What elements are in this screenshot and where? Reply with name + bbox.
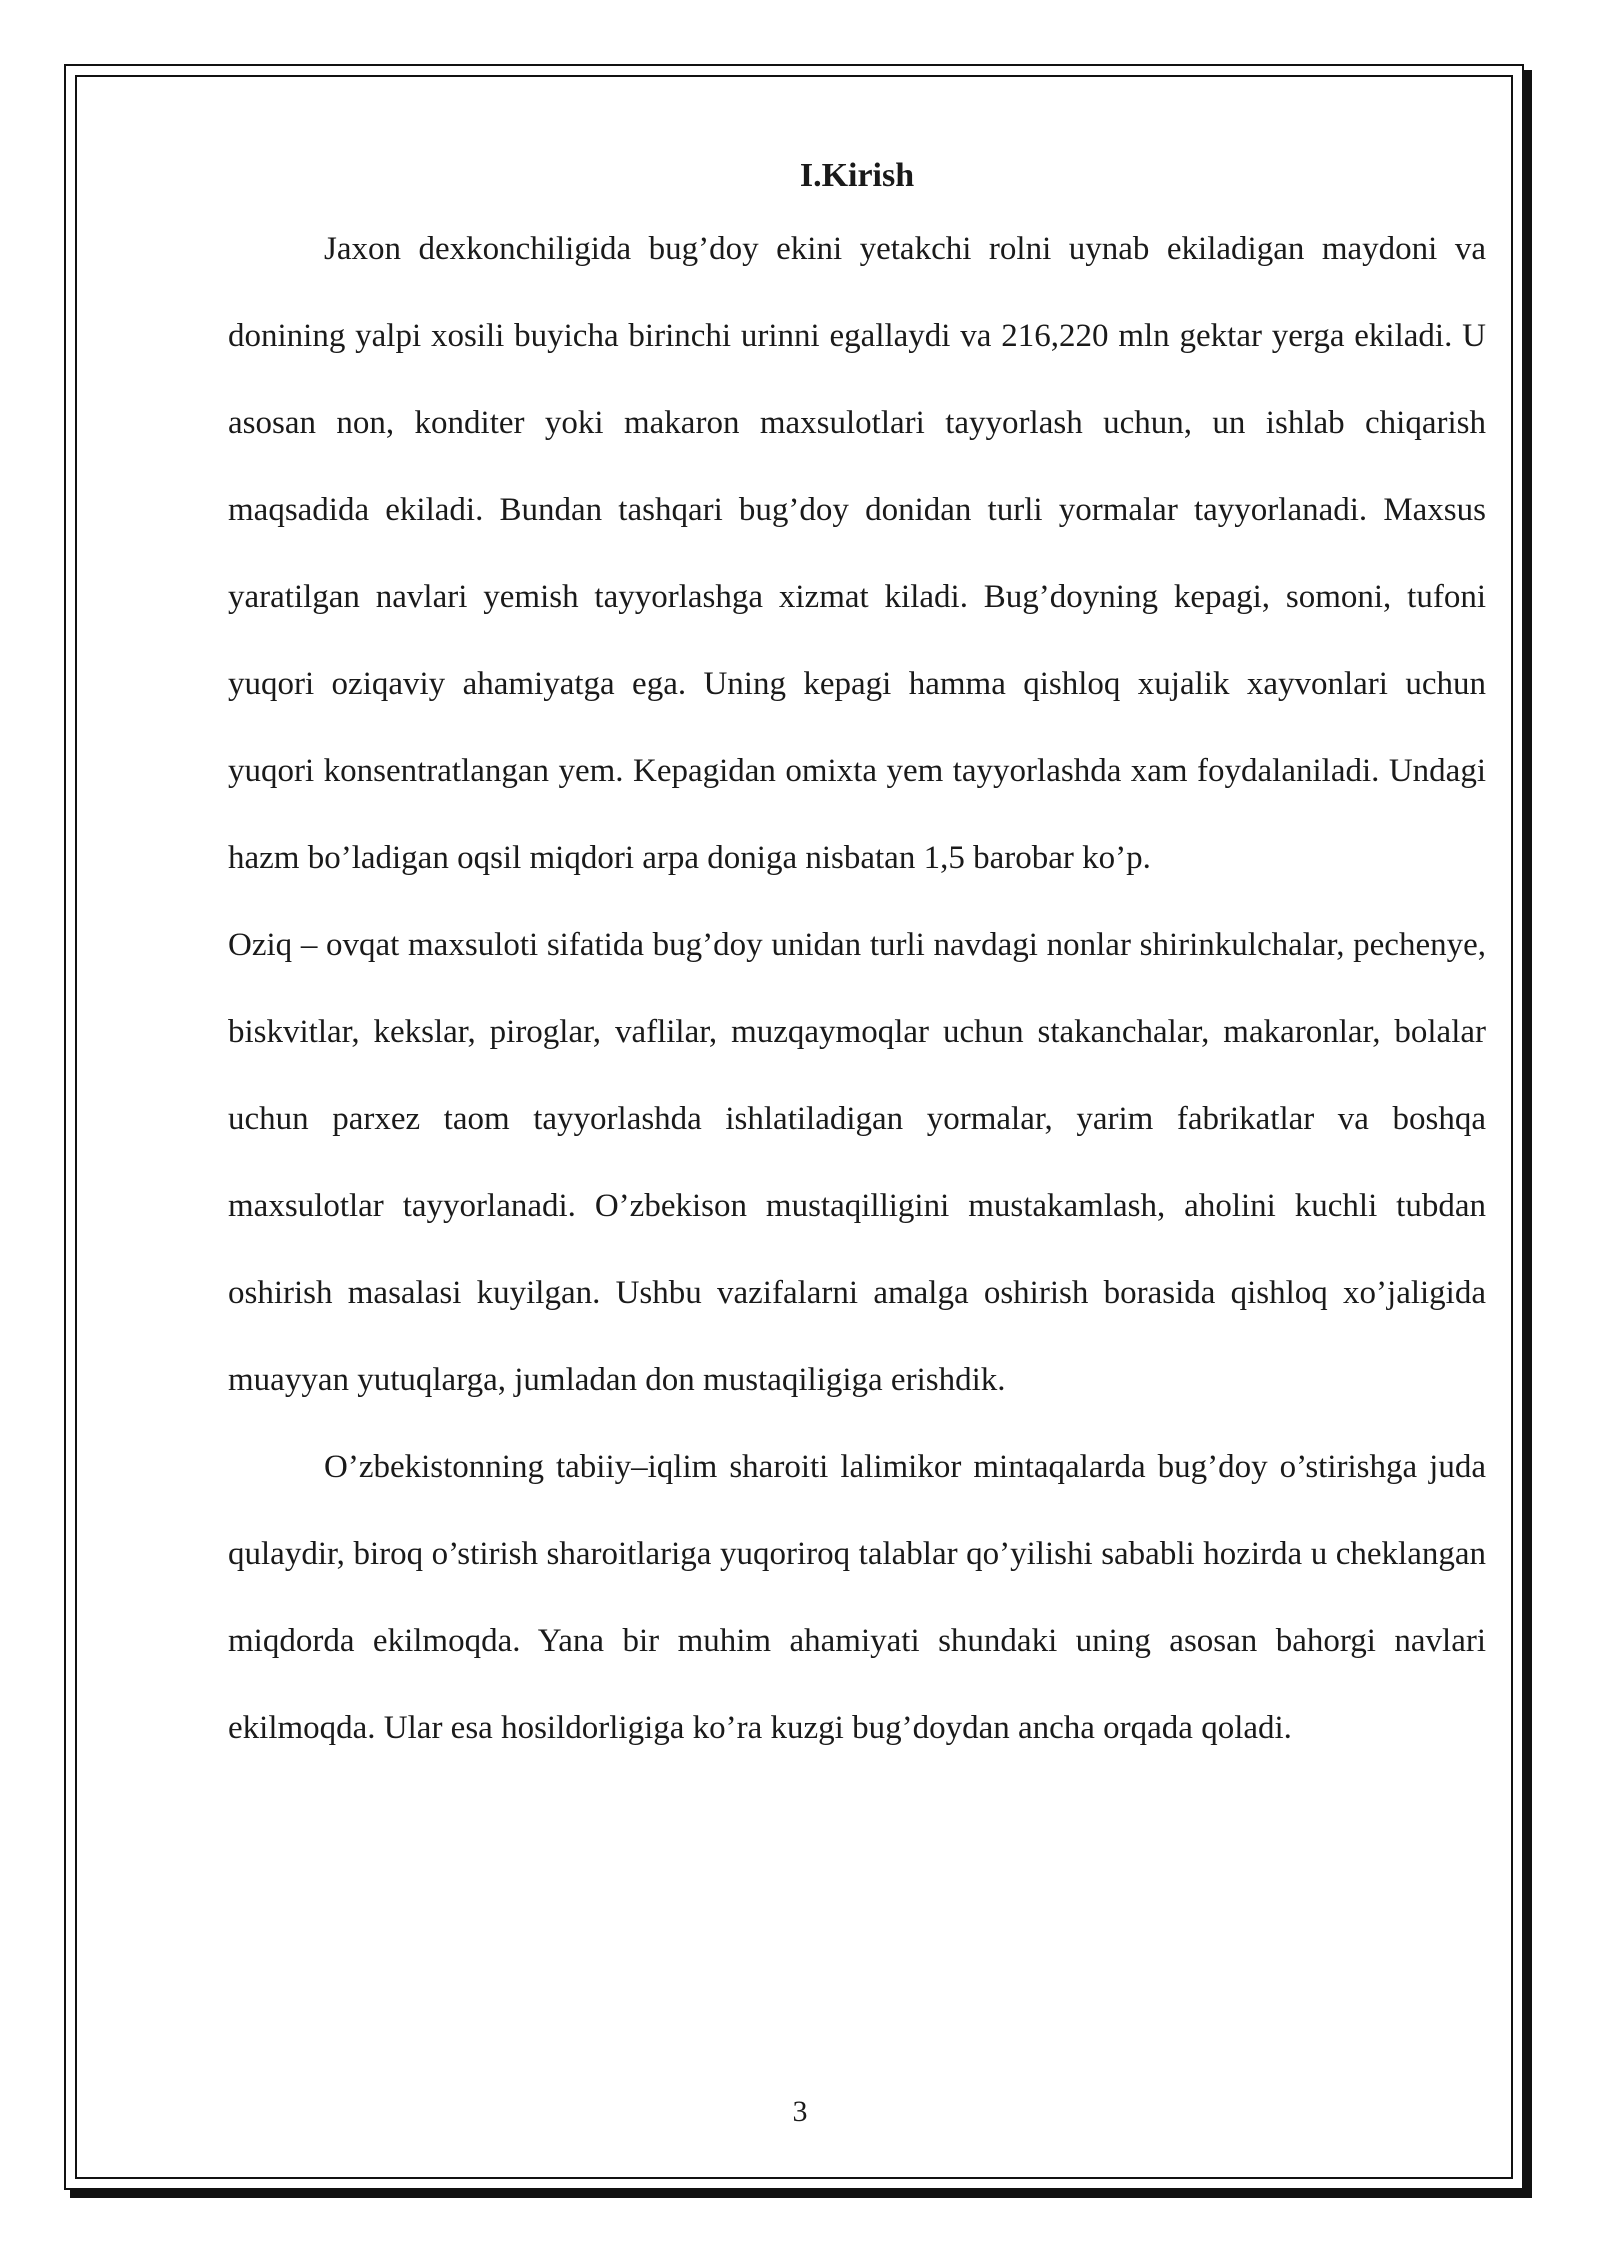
- page-number: 3: [792, 2095, 808, 2128]
- paragraph-food-products: Oziq – ovqat maxsuloti sifatida bug’doy unidan turli navdagi nonlar shirinkulchalar, pechenye, biskvitlar, kekslar, piroglar, vaflilar, muzqaymoqlar uchun stakanchalar, makaronlar, bolalar uchun parxez taom tayyorlashda ishlatiladigan yormalar, yarim fabrikatlar va boshqa maxsulotlar tayyorlanadi. O’zbekison mustaqilligini mustakamlash, aholini kuchli tubdan oshirish masalasi kuyilgan. Ushbu vazifalarni amalga oshirish borasida qishloq xo’jaligida muayyan yutuqlarga, jumladan don mustaqiligiga erishdik.: [228, 927, 1486, 1398]
- page-frame-shadow-right: [1524, 70, 1532, 2198]
- paragraph-climate: O’zbekistonning tabiiy–iqlim sharoiti lalimikor mintaqalarda bug’doy o’stirishga juda qulaydir, biroq o’stirish sharoitlariga yuqoriroq talablar qo’yilishi sababli hozirda u cheklangan miqdorda ekilmoqda. Yana bir muhim ahamiyati shundaki uning asosan bahorgi navlari ekilmoqda. Ular esa hosildorligiga ko’ra kuzgi bug’doydan ancha orqada qoladi.: [228, 1449, 1486, 1746]
- paragraph-intro: Jaxon dexkonchiligida bug’doy ekini yetakchi rolni uynab ekiladigan maydoni va donining yalpi xosili buyicha birinchi urinni egallaydi va 216,220 mln gektar yerga ekiladi. U asosan non, konditer yoki makaron maxsulotlari tayyorlash uchun, un ishlab chiqarish maqsadida ekiladi. Bundan tashqari bug’doy donidan turli yormalar tayyorlanadi. Maxsus yaratilgan navlari yemish tayyorlashga xizmat kiladi. Bug’doyning kepagi, somoni, tufoni yuqori oziqaviy ahamiyatga ega. Uning kepagi hamma qishloq xujalik xayvonlari uchun yuqori konsentratlangan yem. Kepagidan omixta yem tayyorlashda xam foydalaniladi. Undagi hazm bo’ladigan oqsil miqdori arpa doniga nisbatan 1,5 barobar ko’p.: [228, 231, 1486, 876]
- page-frame-shadow-bottom: [70, 2190, 1532, 2198]
- section-title: I.Kirish: [799, 157, 915, 194]
- document-body: [228, 146, 1486, 1772]
